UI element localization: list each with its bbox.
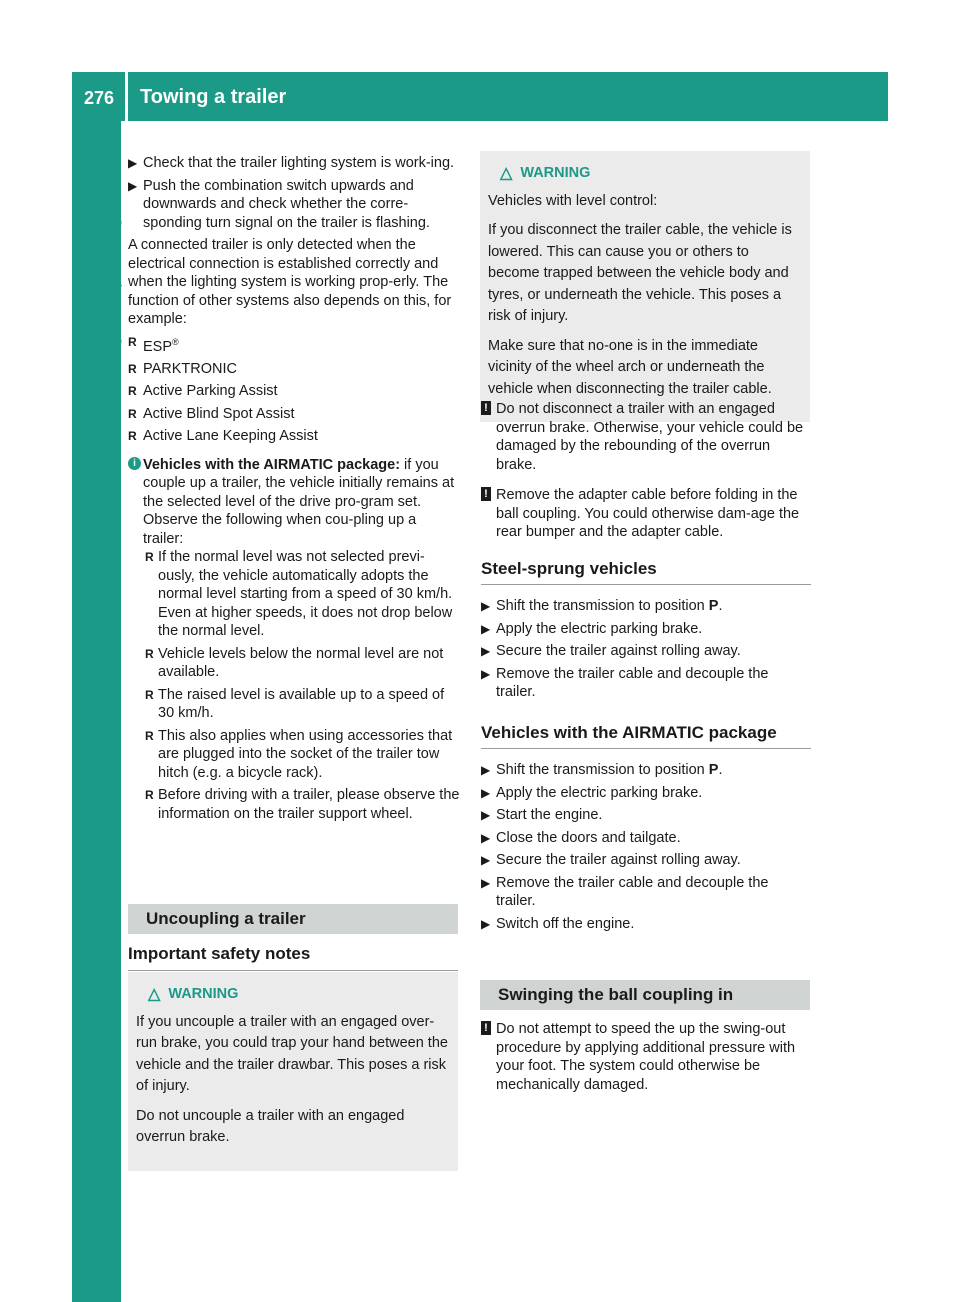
exclamation-icon: !	[481, 401, 491, 415]
step-item: ▶ Remove the trailer cable and decouple the trailer.	[481, 665, 769, 700]
arrow-icon: ▶	[481, 644, 491, 658]
section-heading: Uncoupling a trailer	[128, 904, 458, 934]
list-item: R PARKTRONIC	[128, 360, 237, 377]
section-heading: Swinging the ball coupling in	[480, 980, 810, 1010]
bullet-icon: R	[128, 384, 137, 399]
arrow-icon: ▶	[481, 853, 491, 867]
arrow-icon: ▶	[481, 830, 491, 845]
arrow-icon: ▶	[481, 621, 491, 636]
step-item: ▶ Push the combination switch upwards and downwards and check whether the corre-sponding turn signal on the trailer is flashing.	[128, 177, 430, 231]
bullet-icon: R	[128, 361, 137, 376]
arrow-icon: ▶	[481, 763, 491, 777]
warning-text: Vehicles with level control:	[488, 192, 658, 209]
list-item: R Active Lane Keeping Assist	[128, 428, 318, 445]
arrow-icon: ▶	[481, 599, 491, 613]
list-item: R ESP®	[128, 334, 179, 355]
step-item: ▶ Apply the electric parking brake.	[481, 620, 703, 637]
list-item: R The raised level is available up to a speed of 30 km/h.	[145, 686, 445, 722]
step-item: ▶ Secure the trailer against rolling away.	[481, 852, 741, 868]
step-item: ▶ Apply the electric parking brake.	[481, 784, 703, 801]
bullet-icon: R	[128, 406, 137, 421]
arrow-icon: ▶	[481, 785, 491, 800]
left-column	[128, 154, 460, 827]
body-paragraph: A connected trailer is only detected when the electrical connection is established correctly and when the lighting system is working prop-erly. The function of other systems also depends on this, for example:	[128, 237, 452, 327]
arrow-icon: ▶	[128, 178, 138, 193]
step-item: ▶ Switch off the engine.	[481, 915, 635, 932]
exclamation-icon: !	[481, 487, 491, 501]
warning-text: If you uncouple a trailer with an engaged over-run brake, you could trap your hand between the vehicle and the trailer drawbar. This poses a risk of injury.	[136, 1013, 448, 1094]
page-title: Towing a trailer	[140, 86, 287, 108]
step-item: ▶ Shift the transmission to position P.	[481, 762, 723, 778]
bullet-icon: R	[128, 429, 137, 444]
arrow-icon: ▶	[481, 666, 491, 681]
step-item: ▶ Close the doors and tailgate.	[481, 829, 681, 846]
warning-header: △ WARNING	[488, 163, 802, 185]
subheading: Important safety notes	[128, 944, 458, 971]
arrow-icon: ▶	[481, 875, 491, 890]
caution-note: ! Do not disconnect a trailer with an engaged overrun brake. Otherwise, your vehicle could be damaged by the rebounding of the overrun brake.	[481, 400, 811, 474]
warning-triangle-icon: △	[500, 165, 513, 182]
list-item: R Active Parking Assist	[128, 383, 278, 400]
caution-note: ! Remove the adapter cable before folding in the ball coupling. You could otherwise dam-age the rear bumper and the adapter cable.	[481, 486, 811, 542]
warning-box	[480, 151, 810, 422]
header-divider	[125, 72, 128, 121]
step-item: ▶ Start the engine.	[481, 807, 603, 823]
step-item: ▶ Secure the trailer against rolling away.	[481, 643, 741, 659]
subheading: Steel-sprung vehicles	[481, 560, 811, 586]
list-item: R If the normal level was not selected previ-ously, the vehicle automatically adopts the normal level starting from a speed of 30 km/h. Even at higher speeds, it does not drop below the normal level.	[145, 549, 453, 640]
right-column	[481, 390, 811, 937]
bullet-icon: R	[145, 550, 154, 565]
warning-box	[128, 972, 458, 1171]
warning-text: If you disconnect the trailer cable, the vehicle is lowered. This can cause you or others to become trapped between the vehicle body and tyres, or underneath the vehicle. This poses a risk of injury.	[488, 222, 792, 324]
bullet-icon: R	[128, 334, 137, 349]
bullet-icon: R	[145, 788, 154, 803]
step-item: ▶ Shift the transmission to position P.	[481, 598, 723, 614]
page-number: 276	[84, 88, 115, 108]
info-icon: i	[128, 457, 141, 470]
warning-header: △ WARNING	[136, 984, 450, 1006]
warning-text: Make sure that no-one is in the immediate vicinity of the wheel arch or underneath the vehicle when disconnecting the trailer cable.	[488, 337, 772, 397]
list-item: R This also applies when using accessories that are plugged into the socket of the trailer tow hitch (e.g. a bicycle rack).	[145, 727, 453, 781]
warning-triangle-icon: △	[148, 986, 161, 1003]
list-item: R Active Blind Spot Assist	[128, 405, 295, 422]
warning-text: Do not uncouple a trailer with an engaged overrun brake.	[136, 1107, 405, 1145]
bullet-icon: R	[145, 728, 154, 743]
bullet-icon: R	[145, 687, 154, 702]
subheading: Vehicles with the AIRMATIC package	[481, 724, 811, 750]
caution-note: ! Do not attempt to speed the up the swing-out procedure by applying additional pressure with your foot. The system could otherwise be mechanically damaged.	[481, 1020, 811, 1094]
arrow-icon: ▶	[481, 808, 491, 822]
list-item: R Vehicle levels below the normal level are not available.	[145, 645, 444, 681]
step-item: ▶ Remove the trailer cable and decouple the trailer.	[481, 874, 769, 909]
step-item: ▶ Check that the trailer lighting system is work-ing.	[128, 155, 455, 171]
arrow-icon: ▶	[128, 156, 138, 170]
info-note: i Vehicles with the AIRMATIC package: if you couple up a trailer, the vehicle initially remains at the selected level of the drive pro-gram set. Observe the following when cou-pling up a trailer: R If the normal level was not selected previ-ously, the vehicle automatically adopts the normal level starting from a speed of 30 km/h. Even at higher speeds, it does not drop below the normal level. R Vehicle levels below the normal level are not available. R The raised level is available up to a speed of 30 km/h. R This also applies when using accessories that are plugged into the socket of the trailer tow hitch (e.g. a bicycle rack). R Before driving with a trailer, please observe the information on the trailer support wheel.	[128, 456, 460, 824]
exclamation-icon: !	[481, 1021, 491, 1035]
arrow-icon: ▶	[481, 916, 491, 931]
list-item: R Before driving with a trailer, please observe the information on the trailer support wheel.	[145, 787, 460, 822]
bullet-icon: R	[145, 646, 154, 661]
side-tab-label: Driving and parking	[100, 216, 123, 404]
